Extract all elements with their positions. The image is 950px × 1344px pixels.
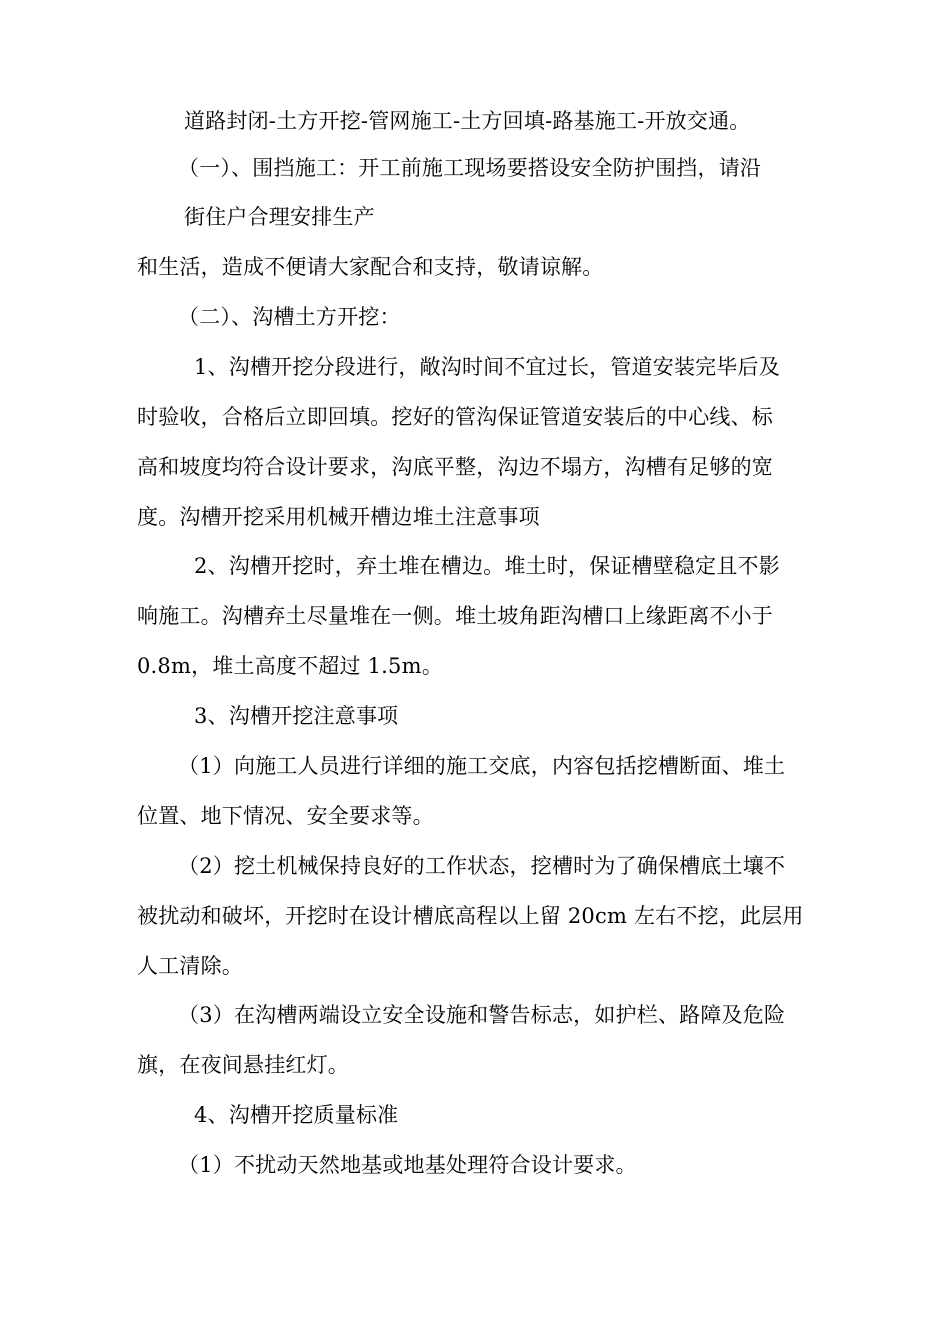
- subsection-heading: 4、沟槽开挖质量标准: [194, 1103, 399, 1127]
- paragraph-line: 旗，在夜间悬挂红灯。: [137, 1053, 349, 1077]
- paragraph-line: （2）挖土机械保持良好的工作状态，挖槽时为了确保槽底土壤不: [178, 854, 786, 878]
- section-heading: （二）、沟槽土方开挖：: [178, 305, 401, 329]
- paragraph-line: 2、沟槽开挖时，弃土堆在槽边。堆土时，保证槽壁稳定且不影: [194, 554, 780, 578]
- paragraph-line: 和生活，造成不便请大家配合和支持，敬请谅解。: [137, 255, 604, 279]
- paragraph-line: （一）、围挡施工：开工前施工现场要搭设安全防护围挡，请沿: [178, 156, 762, 180]
- paragraph-line: （1）不扰动天然地基或地基处理符合设计要求。: [178, 1153, 637, 1177]
- paragraph-line: 度。沟槽开挖采用机械开槽边堆土注意事项: [137, 505, 540, 529]
- paragraph-line: 街住户合理安排生产: [184, 205, 375, 229]
- paragraph-line: 被扰动和破坏，开挖时在设计槽底高程以上留 20cm 左右不挖，此层用: [137, 904, 804, 928]
- paragraph-line: 响施工。沟槽弃土尽量堆在一侧。堆土坡角距沟槽口上缘距离不小于: [137, 604, 773, 628]
- paragraph-line: 位置、地下情况、安全要求等。: [137, 804, 434, 828]
- paragraph-line: （3）在沟槽两端设立安全设施和警告标志，如护栏、路障及危险: [178, 1003, 786, 1027]
- subsection-heading: 3、沟槽开挖注意事项: [194, 704, 399, 728]
- paragraph-line: 时验收，合格后立即回填。挖好的管沟保证管道安装后的中心线、标: [137, 405, 773, 429]
- paragraph-line: 高和坡度均符合设计要求，沟底平整，沟边不塌方，沟槽有足够的宽: [137, 455, 773, 479]
- paragraph-line: 道路封闭-土方开挖-管网施工-土方回填-路基施工-开放交通。: [184, 109, 751, 133]
- paragraph-line: 1、沟槽开挖分段进行，敞沟时间不宜过长，管道安装完毕后及: [194, 355, 780, 379]
- paragraph-line: 人工清除。: [137, 954, 243, 978]
- paragraph-line: 0.8m，堆土高度不超过 1.5m。: [137, 654, 443, 678]
- paragraph-line: （1）向施工人员进行详细的施工交底，内容包括挖槽断面、堆土: [178, 754, 786, 778]
